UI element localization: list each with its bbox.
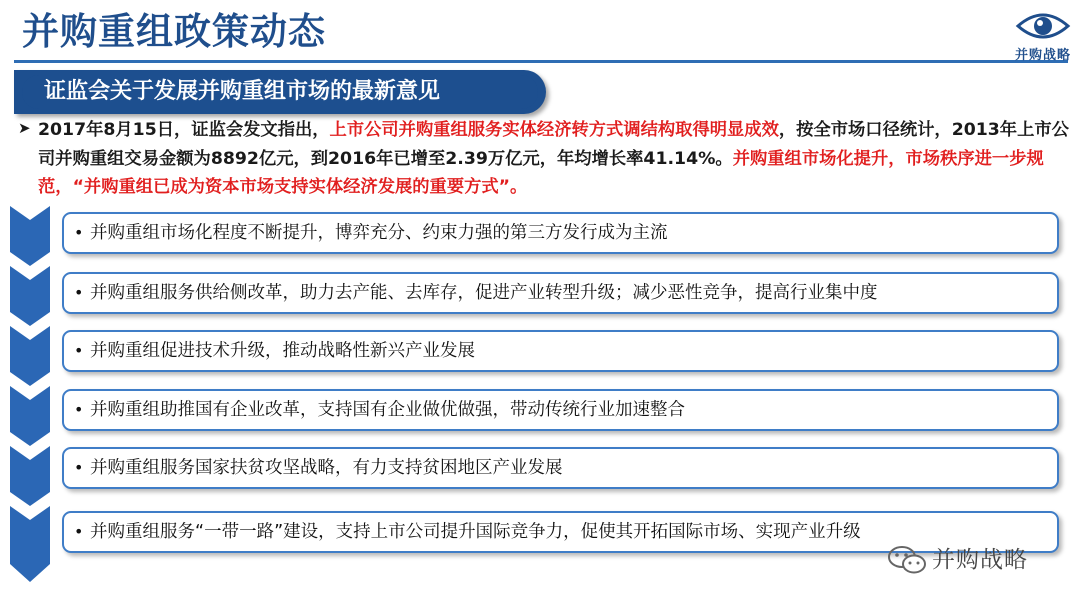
eye-icon <box>1012 6 1074 46</box>
bullet: • <box>74 522 84 541</box>
watermark-text: 并购战略 <box>932 547 1028 573</box>
page-title: 并购重组政策动态 <box>22 10 326 53</box>
chevron-down-icon <box>10 506 50 582</box>
intro-paragraph <box>38 116 1070 202</box>
intro-highlight: 上市公司并购重组服务实体经济转方式调结构取得明显成效 <box>329 120 779 140</box>
chevron-down-icon <box>10 446 50 506</box>
chevron-down-icon <box>10 206 50 266</box>
list-item <box>62 272 1059 314</box>
bullet: • <box>74 341 84 360</box>
list-item <box>62 330 1059 372</box>
intro-text: ，按全市场口径统计，2013年上市公司并购重组交易金额为8892亿元，到2016年已增至2.39万亿元，年均增长率41.14%。 <box>38 120 1069 169</box>
bullet: • <box>74 458 84 477</box>
list-item <box>62 389 1059 431</box>
section-header <box>14 70 546 114</box>
wechat-icon <box>886 543 928 577</box>
section-title: 证监会关于发展并购重组市场的最新意见 <box>22 75 538 109</box>
list-item-text: 并购重组促进技术升级，推动战略性新兴产业发展 <box>90 341 475 361</box>
list-item-text: 并购重组服务国家扶贫攻坚战略，有力支持贫困地区产业发展 <box>90 458 563 478</box>
list-item-text: 并购重组服务供给侧改革，助力去产能、去库存，促进产业转型升级；减少恶性竞争，提高行业集中度 <box>90 283 878 303</box>
bullet: • <box>74 283 84 302</box>
list-item-text: 并购重组服务“一带一路”建设，支持上市公司提升国际竞争力，促使其开拓国际市场、实现产业升级 <box>90 522 861 542</box>
chevron-down-icon <box>10 386 50 446</box>
brand-logo <box>1012 6 1074 62</box>
intro-highlight: 并购重组市场化提升，市场秩序进一步规范，“并购重组已成为资本市场支持实体经济发展的重要方式”。 <box>38 148 1044 197</box>
list-item-text: 并购重组市场化程度不断提升，博弈充分、约束力强的第三方发行成为主流 <box>90 223 668 243</box>
intro-text: 2017年8月15日，证监会发文指出， <box>38 120 330 140</box>
title-underline <box>14 60 1068 63</box>
bullet: • <box>74 223 84 242</box>
arrow-bullet-icon: ➤ <box>18 119 31 137</box>
bullet: • <box>74 400 84 419</box>
watermark <box>886 543 1066 577</box>
list-item <box>62 447 1059 489</box>
list-item-text: 并购重组助推国有企业改革，支持国有企业做优做强，带动传统行业加速整合 <box>90 400 685 420</box>
logo-text: 并购战略 <box>1014 48 1071 63</box>
chevron-down-icon <box>10 266 50 326</box>
chevron-down-icon <box>10 326 50 386</box>
list-item <box>62 212 1059 254</box>
